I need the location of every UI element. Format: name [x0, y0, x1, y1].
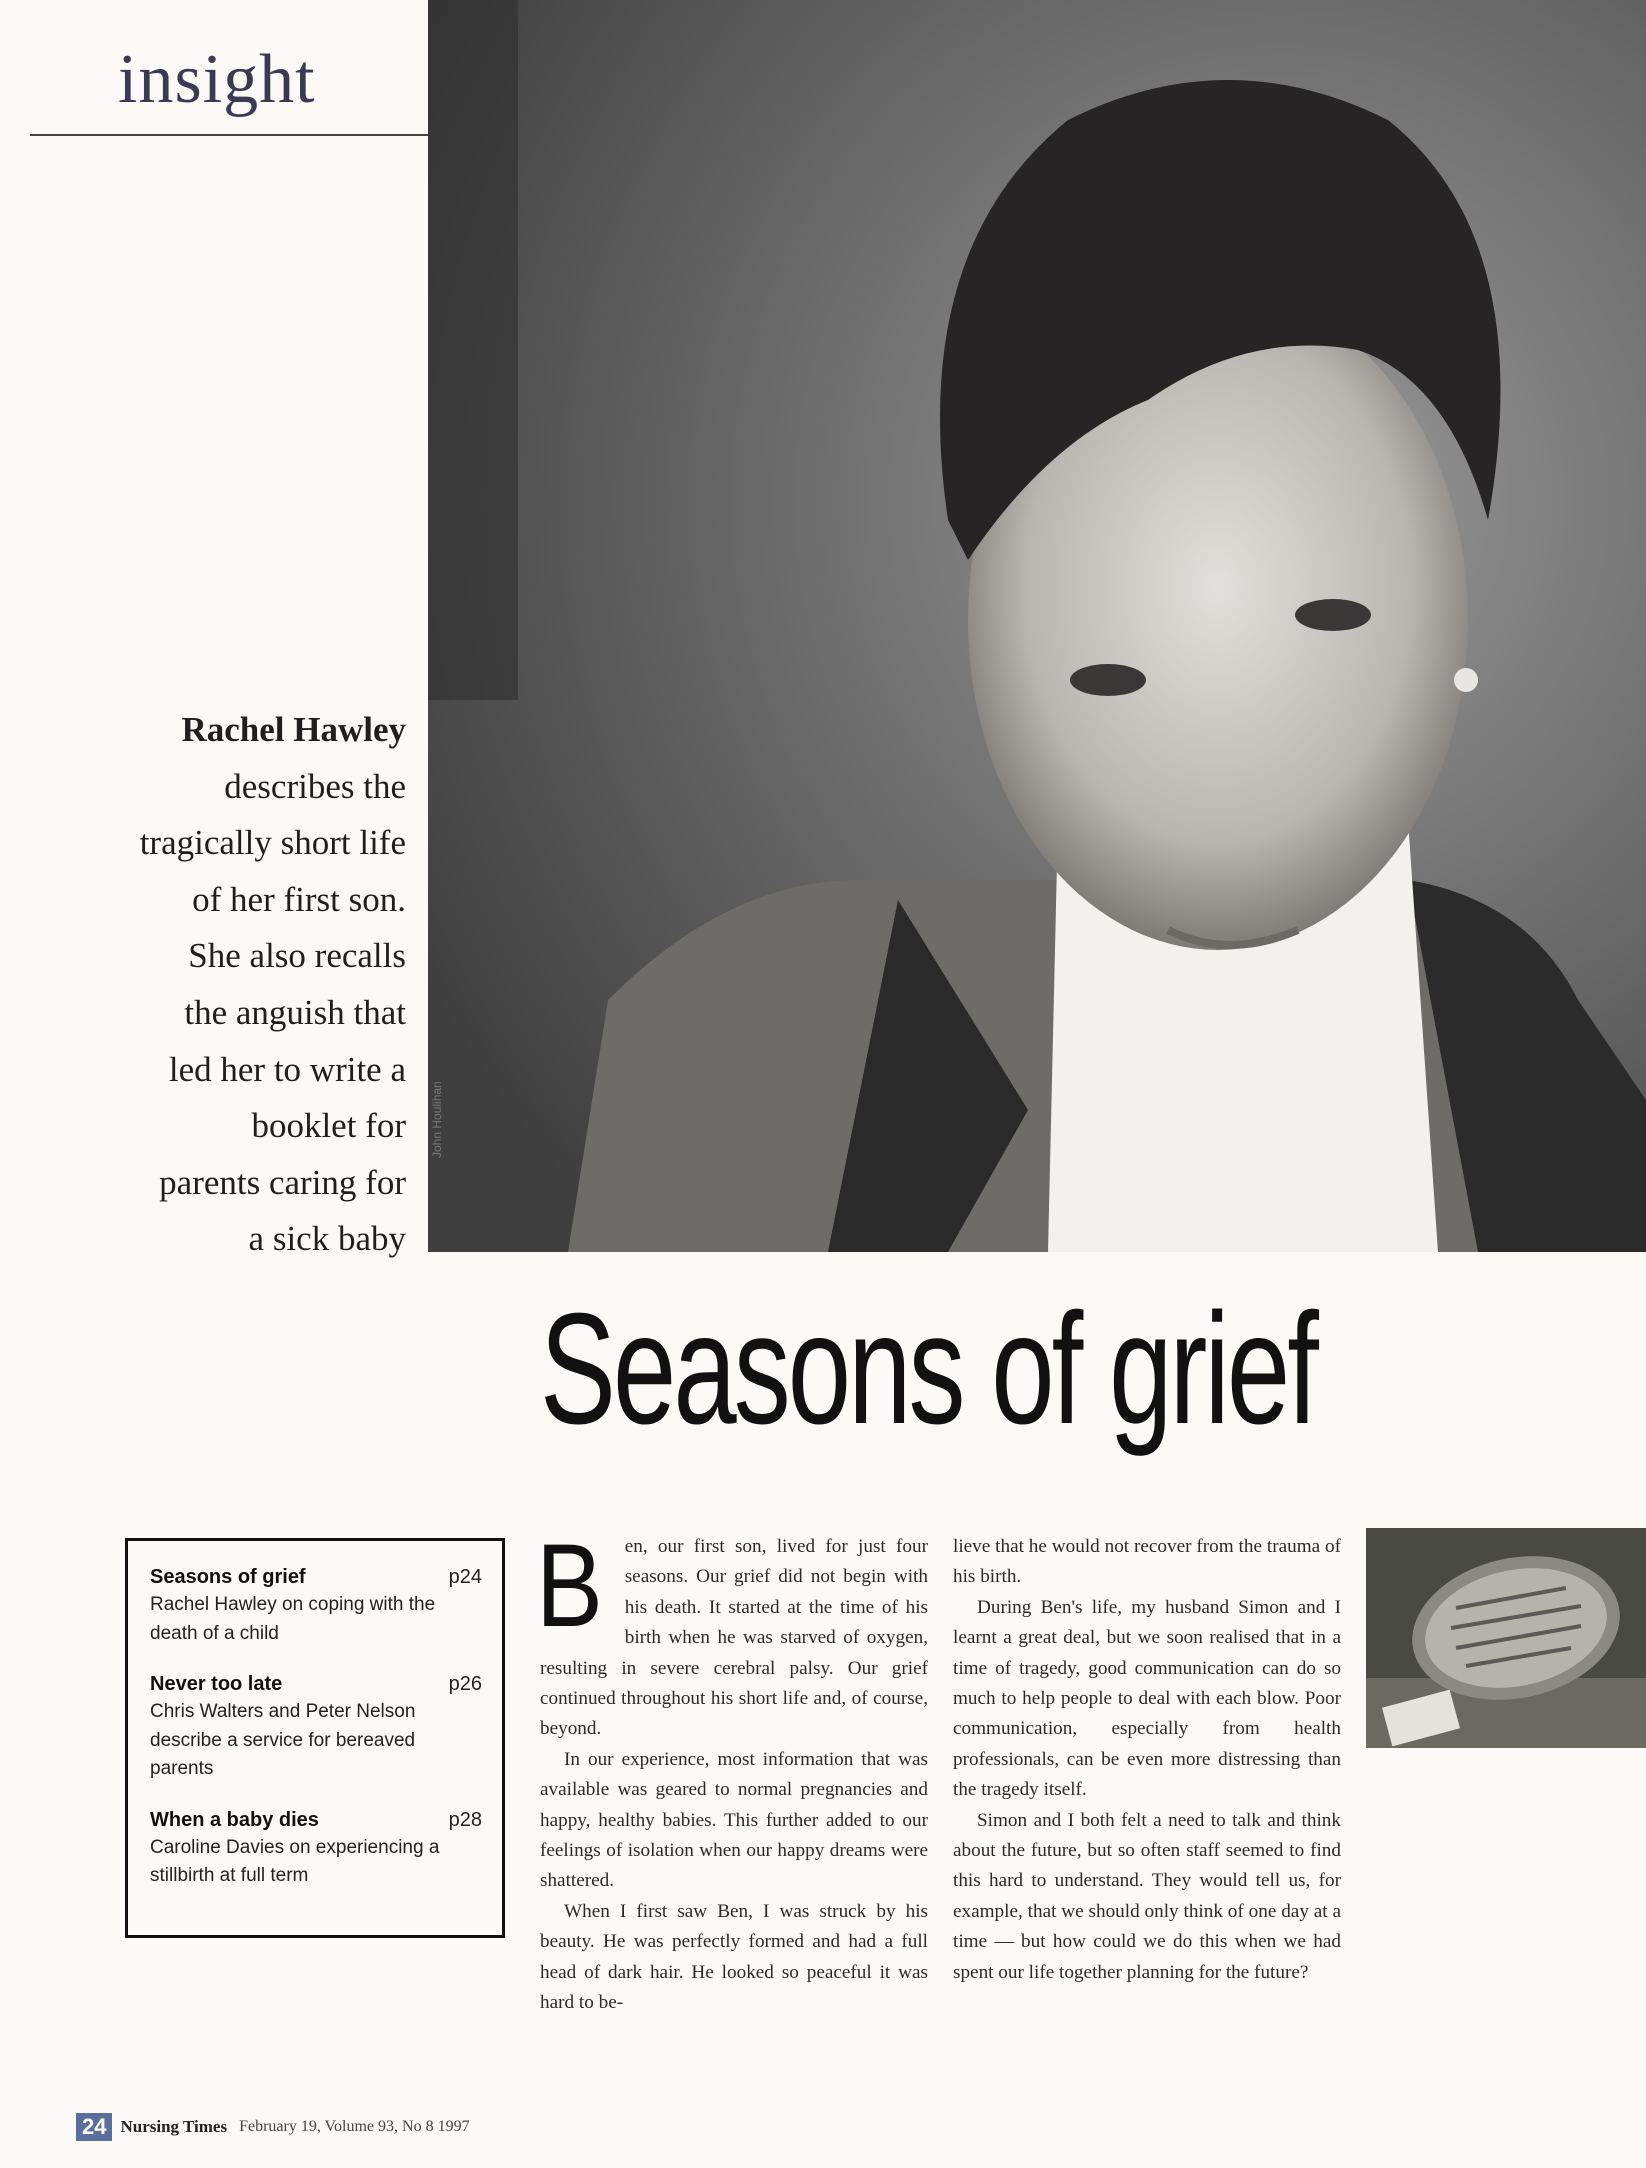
author-name: Rachel Hawley — [181, 710, 406, 749]
toc-page: p24 — [448, 1566, 482, 1588]
intro-line: She also recalls — [188, 936, 406, 976]
paragraph-text: en, our first son, lived for just four seasons. Our grief did not begin with his death. It started at the time of his birth when he was starved of oxygen, resulting in severe cerebral palsy. Our grief continued throughout his short life and, of course, beyond. — [540, 1536, 928, 1740]
body-paragraph: lieve that he would not recover from the trauma of his birth. — [953, 1536, 1341, 1588]
body-paragraph: When I first saw Ben, I was struck by his beauty. He was perfectly formed and had a full head of dark hair. He looked so peaceful it was hard to be- — [540, 1900, 928, 2014]
intro-line: of her first son. — [192, 879, 406, 919]
issue-info: February 19, Volume 93, No 8 1997 — [239, 2118, 470, 2135]
section-label: insight — [118, 41, 316, 118]
contents-box — [125, 1538, 505, 1938]
toc-description: Rachel Hawley on coping with the death of a child — [150, 1594, 436, 1644]
toc-item — [150, 1563, 482, 1648]
body-column-1 — [536, 1520, 928, 2019]
intro-line: the anguish that — [184, 992, 406, 1032]
toc-page: p26 — [448, 1673, 482, 1695]
section-divider — [30, 134, 428, 136]
photo-credit: John Houlihan — [430, 1081, 444, 1158]
body-column-2 — [953, 1532, 1341, 1988]
article-headline: Seasons of grief — [540, 1281, 1317, 1457]
intro-line: tragically short life — [139, 823, 406, 863]
intro-line: led her to write a — [168, 1049, 406, 1089]
intro-line: booklet for — [251, 1106, 406, 1146]
body-paragraph — [536, 1520, 928, 1745]
body-paragraph: During Ben's life, my husband Simon and I learnt a great deal, but we soon realised that in a time of tragedy, good communication can do so much to help people to deal with each blow. Poor communication, especially from health professionals, can be even more distressing than the tragedy itself. — [953, 1596, 1341, 1801]
intro-line: parents caring for — [159, 1162, 406, 1202]
body-paragraph: In our experience, most information that was available was geared to normal pregnancies and happy, healthy babies. This further added to our feelings of isolation when our happy dreams were shattered. — [540, 1748, 928, 1892]
drop-cap: B — [536, 1520, 603, 1652]
toc-title: Seasons of grief — [150, 1566, 306, 1588]
toc-description: Chris Walters and Peter Nelson describe a service for bereaved parents — [150, 1701, 416, 1779]
toc-page: p28 — [448, 1808, 482, 1831]
body-paragraph: Simon and I both felt a need to talk and think about the future, but so often staff seemed to find this hard to understand. They would tell us, for example, that we should only think of one day at a time — but how could we do this when we had spent our life together planning for the future? — [953, 1809, 1341, 1983]
portrait-photo — [428, 0, 1646, 1252]
toc-title: When a baby dies — [150, 1808, 319, 1831]
toc-description: Caroline Davies on experiencing a stillbirth at full term — [150, 1836, 440, 1886]
intro-standfirst — [40, 702, 406, 1268]
intro-line: describes the — [224, 766, 406, 806]
toc-title: Never too late — [150, 1673, 283, 1695]
memorial-plaque-photo — [1366, 1528, 1646, 1748]
intro-line: a sick baby — [248, 1219, 406, 1259]
page-number: 24 — [76, 2113, 112, 2141]
toc-item — [150, 1806, 482, 1891]
magazine-name: Nursing Times — [120, 2117, 228, 2136]
page-footer — [76, 2112, 470, 2142]
toc-item — [150, 1670, 482, 1784]
